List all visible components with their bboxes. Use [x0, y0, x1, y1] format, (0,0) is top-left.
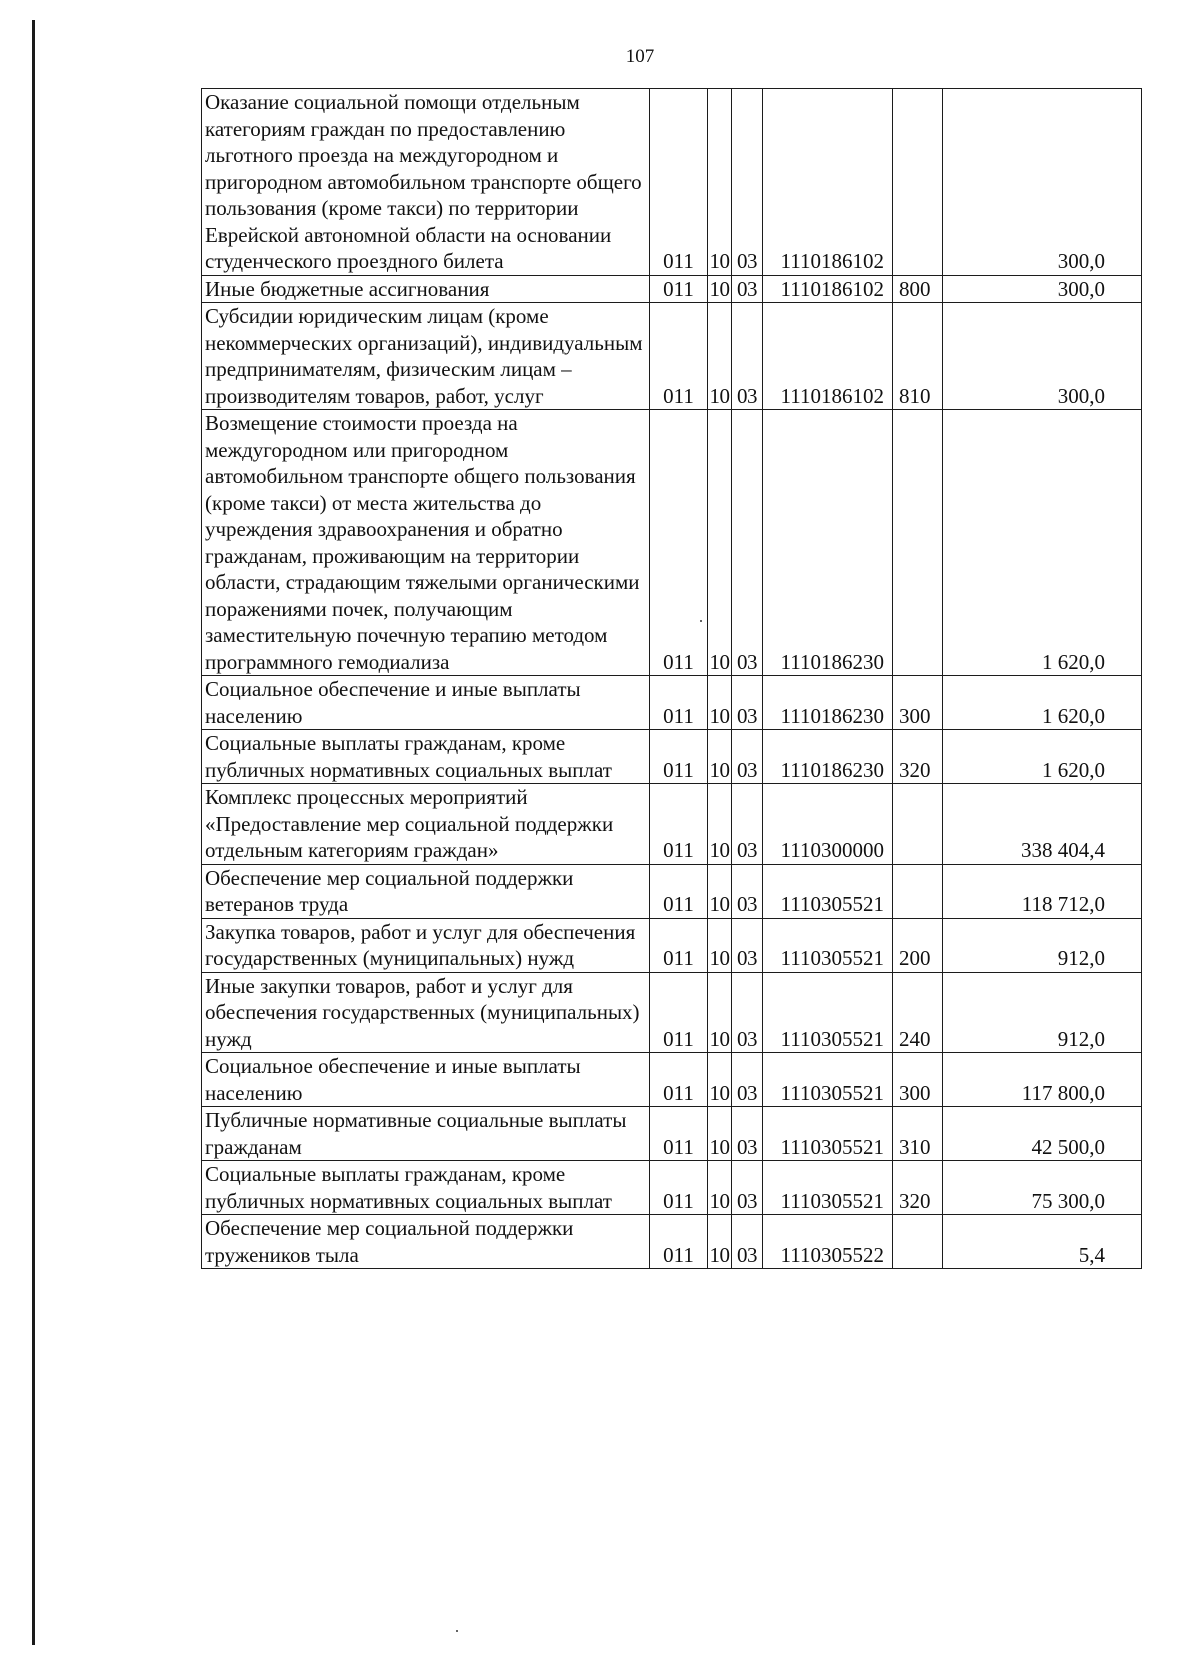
row-name: Социальное обеспечение и иные выплаты населению — [202, 1053, 650, 1107]
row-amount: 912,0 — [943, 972, 1142, 1053]
row-ministry-code: 011 — [650, 303, 708, 410]
row-expense-type: 200 — [893, 918, 943, 972]
row-target-code: 1110305522 — [763, 1215, 893, 1269]
row-section-code: 10 — [708, 1215, 732, 1269]
row-ministry-code: 011 — [650, 972, 708, 1053]
row-name: Закупка товаров, работ и услуг для обеспечения государственных (муниципальных) нужд — [202, 918, 650, 972]
row-subsection-code: 03 — [732, 1161, 763, 1215]
row-subsection-code: 03 — [732, 784, 763, 865]
row-amount: 5,4 — [943, 1215, 1142, 1269]
row-name: Оказание социальной помощи отдельным категориям граждан по предоставлению льготного проезда на междугородном и пригородном автомобильном транспорте общего пользования (кроме такси) по территории Еврейской автономной области на основании студенческого проездного билета — [202, 89, 650, 276]
scan-edge-line — [32, 20, 35, 1645]
row-name: Публичные нормативные социальные выплаты гражданам — [202, 1107, 650, 1161]
row-target-code: 1110305521 — [763, 972, 893, 1053]
table-row — [202, 89, 1142, 276]
row-ministry-code: 011 — [650, 1161, 708, 1215]
row-expense-type: 300 — [893, 1053, 943, 1107]
row-ministry-code: 011 — [650, 730, 708, 784]
row-subsection-code: 03 — [732, 972, 763, 1053]
row-amount: 300,0 — [943, 303, 1142, 410]
table-row — [202, 730, 1142, 784]
table-row — [202, 1161, 1142, 1215]
row-expense-type: 320 — [893, 1161, 943, 1215]
row-ministry-code: 011 — [650, 1215, 708, 1269]
row-target-code: 1110305521 — [763, 1053, 893, 1107]
table-row — [202, 303, 1142, 410]
table-row — [202, 1053, 1142, 1107]
row-target-code: 1110186102 — [763, 303, 893, 410]
row-expense-type: 310 — [893, 1107, 943, 1161]
row-expense-type — [893, 1215, 943, 1269]
row-ministry-code: 011 — [650, 1053, 708, 1107]
row-section-code: 10 — [708, 1107, 732, 1161]
row-subsection-code: 03 — [732, 918, 763, 972]
table-row — [202, 918, 1142, 972]
row-name: Социальное обеспечение и иные выплаты населению — [202, 676, 650, 730]
row-section-code: 10 — [708, 918, 732, 972]
row-expense-type — [893, 410, 943, 676]
row-section-code: 10 — [708, 1053, 732, 1107]
row-target-code: 1110186230 — [763, 676, 893, 730]
row-subsection-code: 03 — [732, 89, 763, 276]
row-target-code: 1110300000 — [763, 784, 893, 865]
table-row — [202, 864, 1142, 918]
row-name: Иные закупки товаров, работ и услуг для обеспечения государственных (муниципальных) нужд — [202, 972, 650, 1053]
table-row — [202, 676, 1142, 730]
row-target-code: 1110186230 — [763, 410, 893, 676]
row-target-code: 1110186102 — [763, 275, 893, 303]
row-section-code: 10 — [708, 676, 732, 730]
row-target-code: 1110186230 — [763, 730, 893, 784]
table-row — [202, 972, 1142, 1053]
row-amount: 42 500,0 — [943, 1107, 1142, 1161]
row-name: Социальные выплаты гражданам, кроме публичных нормативных социальных выплат — [202, 730, 650, 784]
row-ministry-code: 011 — [650, 275, 708, 303]
row-target-code: 1110305521 — [763, 1107, 893, 1161]
table-row — [202, 410, 1142, 676]
row-name: Социальные выплаты гражданам, кроме публичных нормативных социальных выплат — [202, 1161, 650, 1215]
row-name: Обеспечение мер социальной поддержки тружеников тыла — [202, 1215, 650, 1269]
row-section-code: 10 — [708, 303, 732, 410]
row-subsection-code: 03 — [732, 1215, 763, 1269]
row-subsection-code: 03 — [732, 676, 763, 730]
row-section-code: 10 — [708, 864, 732, 918]
row-target-code: 1110305521 — [763, 864, 893, 918]
row-subsection-code: 03 — [732, 275, 763, 303]
row-amount: 912,0 — [943, 918, 1142, 972]
row-target-code: 1110305521 — [763, 918, 893, 972]
row-amount: 338 404,4 — [943, 784, 1142, 865]
row-subsection-code: 03 — [732, 730, 763, 784]
table-row — [202, 784, 1142, 865]
row-subsection-code: 03 — [732, 410, 763, 676]
row-subsection-code: 03 — [732, 1053, 763, 1107]
row-expense-type — [893, 864, 943, 918]
table-row — [202, 1215, 1142, 1269]
row-expense-type: 800 — [893, 275, 943, 303]
row-amount: 117 800,0 — [943, 1053, 1142, 1107]
row-ministry-code: 011 — [650, 89, 708, 276]
row-ministry-code: 011 — [650, 864, 708, 918]
row-amount: 118 712,0 — [943, 864, 1142, 918]
row-name: Обеспечение мер социальной поддержки ветеранов труда — [202, 864, 650, 918]
row-section-code: 10 — [708, 730, 732, 784]
row-ministry-code: 011 — [650, 410, 708, 676]
row-ministry-code: 011 — [650, 1107, 708, 1161]
row-section-code: 10 — [708, 784, 732, 865]
scan-speck — [456, 1630, 458, 1632]
row-subsection-code: 03 — [732, 864, 763, 918]
row-expense-type — [893, 784, 943, 865]
row-target-code: 1110305521 — [763, 1161, 893, 1215]
page-number: 107 — [625, 46, 655, 67]
row-name: Субсидии юридическим лицам (кроме некоммерческих организаций), индивидуальным предпринимателям, физическим лицам – производителям товаров, работ, услуг — [202, 303, 650, 410]
row-expense-type: 300 — [893, 676, 943, 730]
row-amount: 1 620,0 — [943, 730, 1142, 784]
row-expense-type: 240 — [893, 972, 943, 1053]
row-name: Возмещение стоимости проезда на междугородном или пригородном автомобильном транспорте общего пользования (кроме такси) от места жительства до учреждения здравоохранения и обратно гражданам, проживающим на территории области, страдающим тяжелыми органическими поражениями почек, получающим заместительную почечную терапию методом программного гемодиализа — [202, 410, 650, 676]
row-section-code: 10 — [708, 972, 732, 1053]
row-amount: 1 620,0 — [943, 676, 1142, 730]
table-row — [202, 275, 1142, 303]
row-name: Иные бюджетные ассигнования — [202, 275, 650, 303]
row-expense-type: 320 — [893, 730, 943, 784]
row-ministry-code: 011 — [650, 784, 708, 865]
row-expense-type: 810 — [893, 303, 943, 410]
row-amount: 300,0 — [943, 275, 1142, 303]
row-ministry-code: 011 — [650, 676, 708, 730]
row-ministry-code: 011 — [650, 918, 708, 972]
scan-speck — [700, 620, 702, 622]
row-amount: 1 620,0 — [943, 410, 1142, 676]
row-subsection-code: 03 — [732, 303, 763, 410]
budget-table — [201, 88, 1142, 1269]
row-amount: 75 300,0 — [943, 1161, 1142, 1215]
row-section-code: 10 — [708, 89, 732, 276]
row-amount: 300,0 — [943, 89, 1142, 276]
row-name: Комплекс процессных мероприятий «Предоставление мер социальной поддержки отдельным категориям граждан» — [202, 784, 650, 865]
table-row — [202, 1107, 1142, 1161]
row-section-code: 10 — [709, 276, 730, 301]
row-subsection-code: 03 — [732, 1107, 763, 1161]
row-target-code: 1110186102 — [763, 89, 893, 276]
row-expense-type — [893, 89, 943, 276]
row-section-code: 10 — [708, 410, 732, 676]
row-section-code: 10 — [708, 1161, 732, 1215]
budget-table-body — [202, 89, 1142, 1269]
